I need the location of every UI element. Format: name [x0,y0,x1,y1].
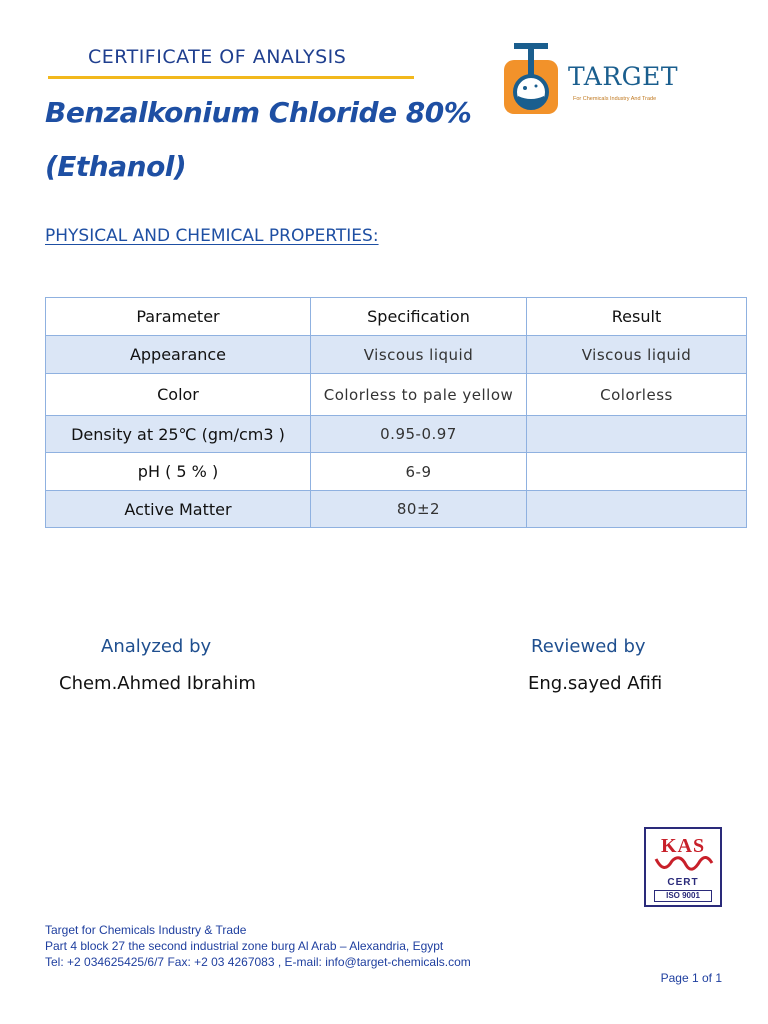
cell-parameter: Density at 25℃ (gm/cm3 ) [46,416,311,453]
table-header-row [46,298,747,336]
kas-cert-badge [644,827,722,907]
cell-parameter: Active Matter [46,491,311,528]
table-row [46,336,747,374]
product-title-line2: (Ethanol) [45,150,187,183]
kas-cert-label: CERT [667,877,699,888]
reviewed-by-label: Reviewed by [531,636,646,657]
kas-iso-label: ISO 9001 [654,890,712,902]
logo-name: TARGET [568,62,679,91]
footer [45,922,471,970]
cell-result: Viscous liquid [527,336,747,374]
flask-logo-icon [500,40,566,118]
title-underline [48,76,414,79]
table-row [46,416,747,453]
company-logo [500,40,700,120]
kas-title: KAS [660,835,706,857]
cell-parameter: Color [46,374,311,416]
cell-parameter: Appearance [46,336,311,374]
logo-tagline: For Chemicals Industry And Trade [573,96,657,102]
page-number: Page 1 of 1 [660,971,722,985]
certificate-title: CERTIFICATE OF ANALYSIS [88,46,347,68]
table-row [46,453,747,491]
product-title-line1: Benzalkonium Chloride 80% [45,96,472,129]
properties-table [45,297,747,528]
table-row [46,374,747,416]
cell-result [527,416,747,453]
footer-address: Part 4 block 27 the second industrial zone burg Al Arab – Alexandria, Egypt [45,939,444,953]
cell-specification: Colorless to pale yellow [311,374,527,416]
product-title [45,86,505,194]
cell-result [527,491,747,528]
section-heading: PHYSICAL AND CHEMICAL PROPERTIES: [45,226,379,246]
cell-specification: 0.95-0.97 [311,416,527,453]
analyzed-by-label: Analyzed by [101,636,212,657]
cell-specification: 80±2 [311,491,527,528]
kas-wave-icon [646,855,720,877]
analyzed-by-name: Chem.Ahmed Ibrahim [59,673,256,694]
cell-result [527,453,747,491]
cell-specification: 6-9 [311,453,527,491]
column-header-parameter: Parameter [46,298,311,336]
cell-result: Colorless [527,374,747,416]
reviewed-by-name: Eng.sayed Afifi [528,673,663,694]
footer-contact: Tel: +2 034625425/6/7 Fax: +2 03 4267083 , E-mail: info@target-chemicals.com [45,955,471,969]
footer-company: Target for Chemicals Industry & Trade [45,923,247,937]
column-header-specification: Specification [311,298,527,336]
cell-specification: Viscous liquid [311,336,527,374]
column-header-result: Result [527,298,747,336]
cell-parameter: pH ( 5 % ) [46,453,311,491]
table-row [46,491,747,528]
